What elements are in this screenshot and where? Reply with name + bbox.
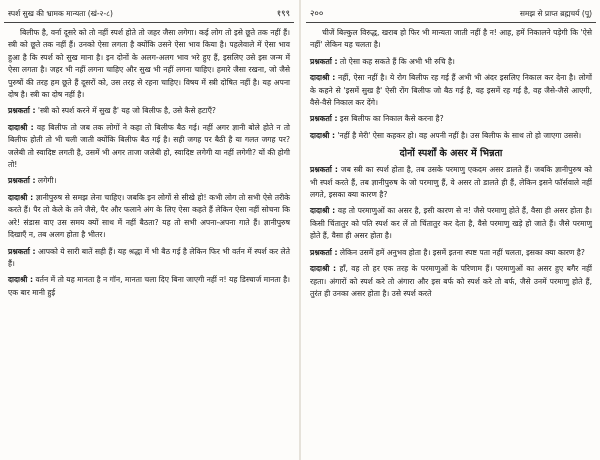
answer-paragraph: दादाश्री : वह बिलीफ तो जब तक लोगों ने कहा तो बिलीफ बैठ गई। नहीं अगर ज्ञानी बोले होते न तो बिलीफ होती तो भी चली जाती क्योंकि बिलीफ बैठ गई है। सही जगह पर बैठी है या गलत जगह पर? जलेबी तो स्वादिष्ट लगती है, उसमें भी अगर ताजा जलेबी हो, स्वादिष्ट लगेगी या नहीं लगेगी? यों की होगी तो! [8, 122, 290, 170]
left-page-header [4, 0, 294, 23]
answer-paragraph: दादाश्री : 'नहीं है मेरी' ऐसा कहकर हो। वह अपनी नहीं है। उस बिलीफ के साथ तो हो जाएगा उससे। [310, 130, 582, 140]
right-page-body [306, 27, 596, 300]
right-header-title: समझ से प्राप्त ब्रह्मचर्य (पू) [519, 9, 592, 18]
question-paragraph: प्रश्नकर्ता : लेकिन उसमें हमें अनुभव होता है। इसमें इतना स्पष्ट पता नहीं चलता, इसका क्या कारण है? [310, 247, 585, 257]
question-paragraph: प्रश्नकर्ता : 'स्त्री को स्पर्श करने में सुख है' यह जो बिलीफ है, उसे कैसे हटाएँ? [8, 106, 216, 116]
speaker-label: दादाश्री : [310, 264, 337, 274]
question-paragraph: प्रश्नकर्ता : इस बिलीफ का निकाल कैसे करना है? [310, 114, 444, 124]
speaker-label: प्रश्नकर्ता : [310, 114, 338, 124]
speaker-label: प्रश्नकर्ता : [310, 165, 338, 175]
paragraph: चीजें बिल्कुल विरुद्ध, खराब हो फिर भी मान्यता जाती नहीं है न! आह, हमें निकालने पड़ेगी कि 'ऐसे नहीं' लेकिन यह चलता है। [310, 28, 592, 50]
answer-paragraph: दादाश्री : नहीं, ऐसा नहीं है। ये रोग बिलीफ रह गई हैं अभी भी अंदर इसलिए निकाल कर देना है। लोगों के कहने से 'इसमें सुख है' ऐसी रोंग बिलीफ जो बैठ गई है, वह इसमें रह गई है, वह जैसे-जैसे आएगी, वैसे-वैसे निकाल कर देंगे। [310, 73, 592, 108]
speaker-label: प्रश्नकर्ता : [8, 176, 36, 186]
right-page [306, 0, 596, 460]
question-paragraph: प्रश्नकर्ता : तो ऐसा कह सकते हैं कि अभी भी रुचि है। [310, 56, 455, 66]
speaker-label: दादाश्री : [310, 130, 336, 140]
speaker-label: प्रश्नकर्ता : [310, 56, 338, 66]
question-paragraph: प्रश्नकर्ता : जब स्त्री का स्पर्श होता है, तब उसके परमाणु एकदम असर डालते हैं। जबकि ज्ञानीपुरुष को भी स्पर्श करते हैं, तब ज्ञानीपुरुष के जो परमाणु हैं, वे असर तो डालते ही हैं, लेकिन इसने फॉर्सवाले नहीं लगते, इसका क्या कारण है? [310, 165, 592, 200]
speaker-label: दादाश्री : [8, 122, 34, 132]
speaker-label: प्रश्नकर्ता : [8, 106, 36, 116]
speaker-label: प्रश्नकर्ता : [310, 247, 338, 257]
book-gutter [299, 0, 301, 460]
question-paragraph: प्रश्नकर्ता : आपको ये सारी बातें सही हैं। यह श्रद्धा में भी बैठ गई है लेकिन फिर भी वर्तन में स्पर्श कर लेते हैं। [8, 246, 291, 268]
question-paragraph: प्रश्नकर्ता : लगेगी। [8, 176, 57, 186]
left-header-title: स्पर्श सुख की भ्रामक मान्यता (खं-२-८) [8, 9, 113, 18]
right-page-header [306, 0, 596, 23]
answer-paragraph: दादाश्री : वह तो परमाणुओं का असर है, इसी कारण से न! जैसे परमाणु होते हैं, वैसा ही असर होता है। किसी चिंतातुर को पति स्पर्श कर लें तो चिंतातुर कर देता है, वैसे परमाणु खड़े हो जाते हैं। जैसे परमाणु होते हैं, वैसा ही असर होता है। [310, 206, 592, 241]
paragraph: बिलीफ है, वर्ना दूसरे को तो नहीं स्पर्श होते तो जहर जैसा लगेगा। कई लोग तो इसे छूते तक नहीं हैं। स्त्री को छूते तक नहीं हैं। उनको ऐसा लगता है क्योंकि उसने ऐसा भाव किया है। पहलेवाले में ऐसा भाव हुआ है कि स्पर्श को सुख माना है। इन दोनों के अलग-अलग भाव भरे हुए हैं, इसलिए उसे इस जन्म में ऐसा लगता है। जहर भी नहीं लगना चाहिए और सुख भी नहीं लगना चाहिए। हमारे जैसा रखना, जो जैसे पुरुषों की तरह हम छूते हैं दूसरों को, उस तरह से रहना चाहिए। विषय में स्त्री दोषित नहीं है। यह अपना दोष है। स्त्री का दोष नहीं है। [8, 28, 290, 100]
speaker-label: दादाश्री : [310, 206, 336, 216]
right-page-number: २०० [310, 9, 324, 19]
speaker-label: प्रश्नकर्ता : [8, 246, 36, 256]
left-page [4, 0, 294, 460]
answer-paragraph: दादाश्री : वर्तन में तो यह मानता है न गॉन, मानता चला दिए बिना जाएगी नहीं न! यह डिस्चार्ज मानता है। एक बार मानी हुई [8, 275, 290, 297]
answer-paragraph: दादाश्री : हाँ, वह तो हर एक तरह के परमाणुओं के परिणाम हैं। परमाणुओं का असर हुए बगैर नहीं रहता। अंगारों को स्पर्श करे तो अंगारा और इस बर्फ को स्पर्श करे तो बर्फ, जैसे उनमें परमाणु होते हैं, तुरंत ही उनका असर होता है। उसे स्पर्श करते [310, 264, 592, 298]
answer-paragraph: दादाश्री : ज्ञानीपुरुष से समझ लेना चाहिए। जबकि इन लोगों से सीखे हो! कभी लोग तो सभी ऐसे तरीके करते हैं। पैर तो केले के तने जैसे, पैर और फलाने अंग के लिए ऐसा कहते हैं लेकिन ऐसा नहीं सोचना कि अरे! संडास वाए उस समय क्यों साथ में नहीं बैठता? यह तो सभी अपना-अपना गाते हैं। ज्ञानीपुरुष दिखाएँ न, तब अलग होता है भीतर। [8, 192, 290, 240]
section-heading: दोनों स्पर्शों के असर में भिन्नता [399, 148, 503, 160]
speaker-label: दादाश्री : [310, 73, 336, 83]
speaker-label: दादाश्री : [8, 192, 34, 202]
left-page-number: १९९ [276, 9, 290, 19]
left-page-body [4, 27, 294, 299]
speaker-label: दादाश्री : [8, 275, 34, 285]
